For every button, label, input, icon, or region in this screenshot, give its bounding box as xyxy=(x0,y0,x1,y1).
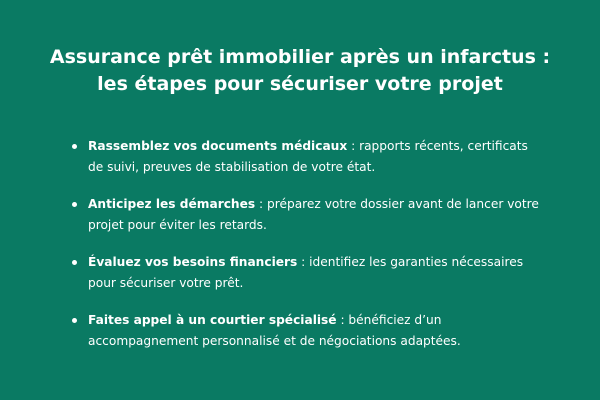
step-description: : identifiez les garanties nécessaires pour sécuriser votre prêt. xyxy=(88,255,524,290)
step-description: : rapports récents, certificats de suivi, preuves de stabilisation de votre état. xyxy=(88,139,528,174)
step-heading: Rassemblez vos documents médicaux xyxy=(88,139,348,153)
bullet-icon xyxy=(72,202,77,207)
step-item-financial-needs xyxy=(72,252,542,293)
step-heading: Évaluez vos besoins financiers xyxy=(88,255,298,269)
bullet-icon xyxy=(72,318,77,323)
bullet-icon xyxy=(72,144,77,149)
page-title xyxy=(30,44,570,98)
title-line-1: Assurance prêt immobilier après un infarctus : xyxy=(49,46,551,68)
steps-list xyxy=(72,136,542,368)
bullet-icon xyxy=(72,260,77,265)
step-description: : bénéficiez d’un accompagnement personnalisé et de négociations adaptées. xyxy=(88,313,461,348)
step-heading: Anticipez les démarches xyxy=(88,197,256,211)
title-line-2: les étapes pour sécuriser votre projet xyxy=(97,73,503,95)
step-item-demarches xyxy=(72,194,542,235)
step-description: : préparez votre dossier avant de lancer votre projet pour éviter les retards. xyxy=(88,197,539,232)
step-heading: Faites appel à un courtier spécialisé xyxy=(88,313,337,327)
step-item-documents xyxy=(72,136,542,177)
step-item-broker xyxy=(72,310,542,351)
